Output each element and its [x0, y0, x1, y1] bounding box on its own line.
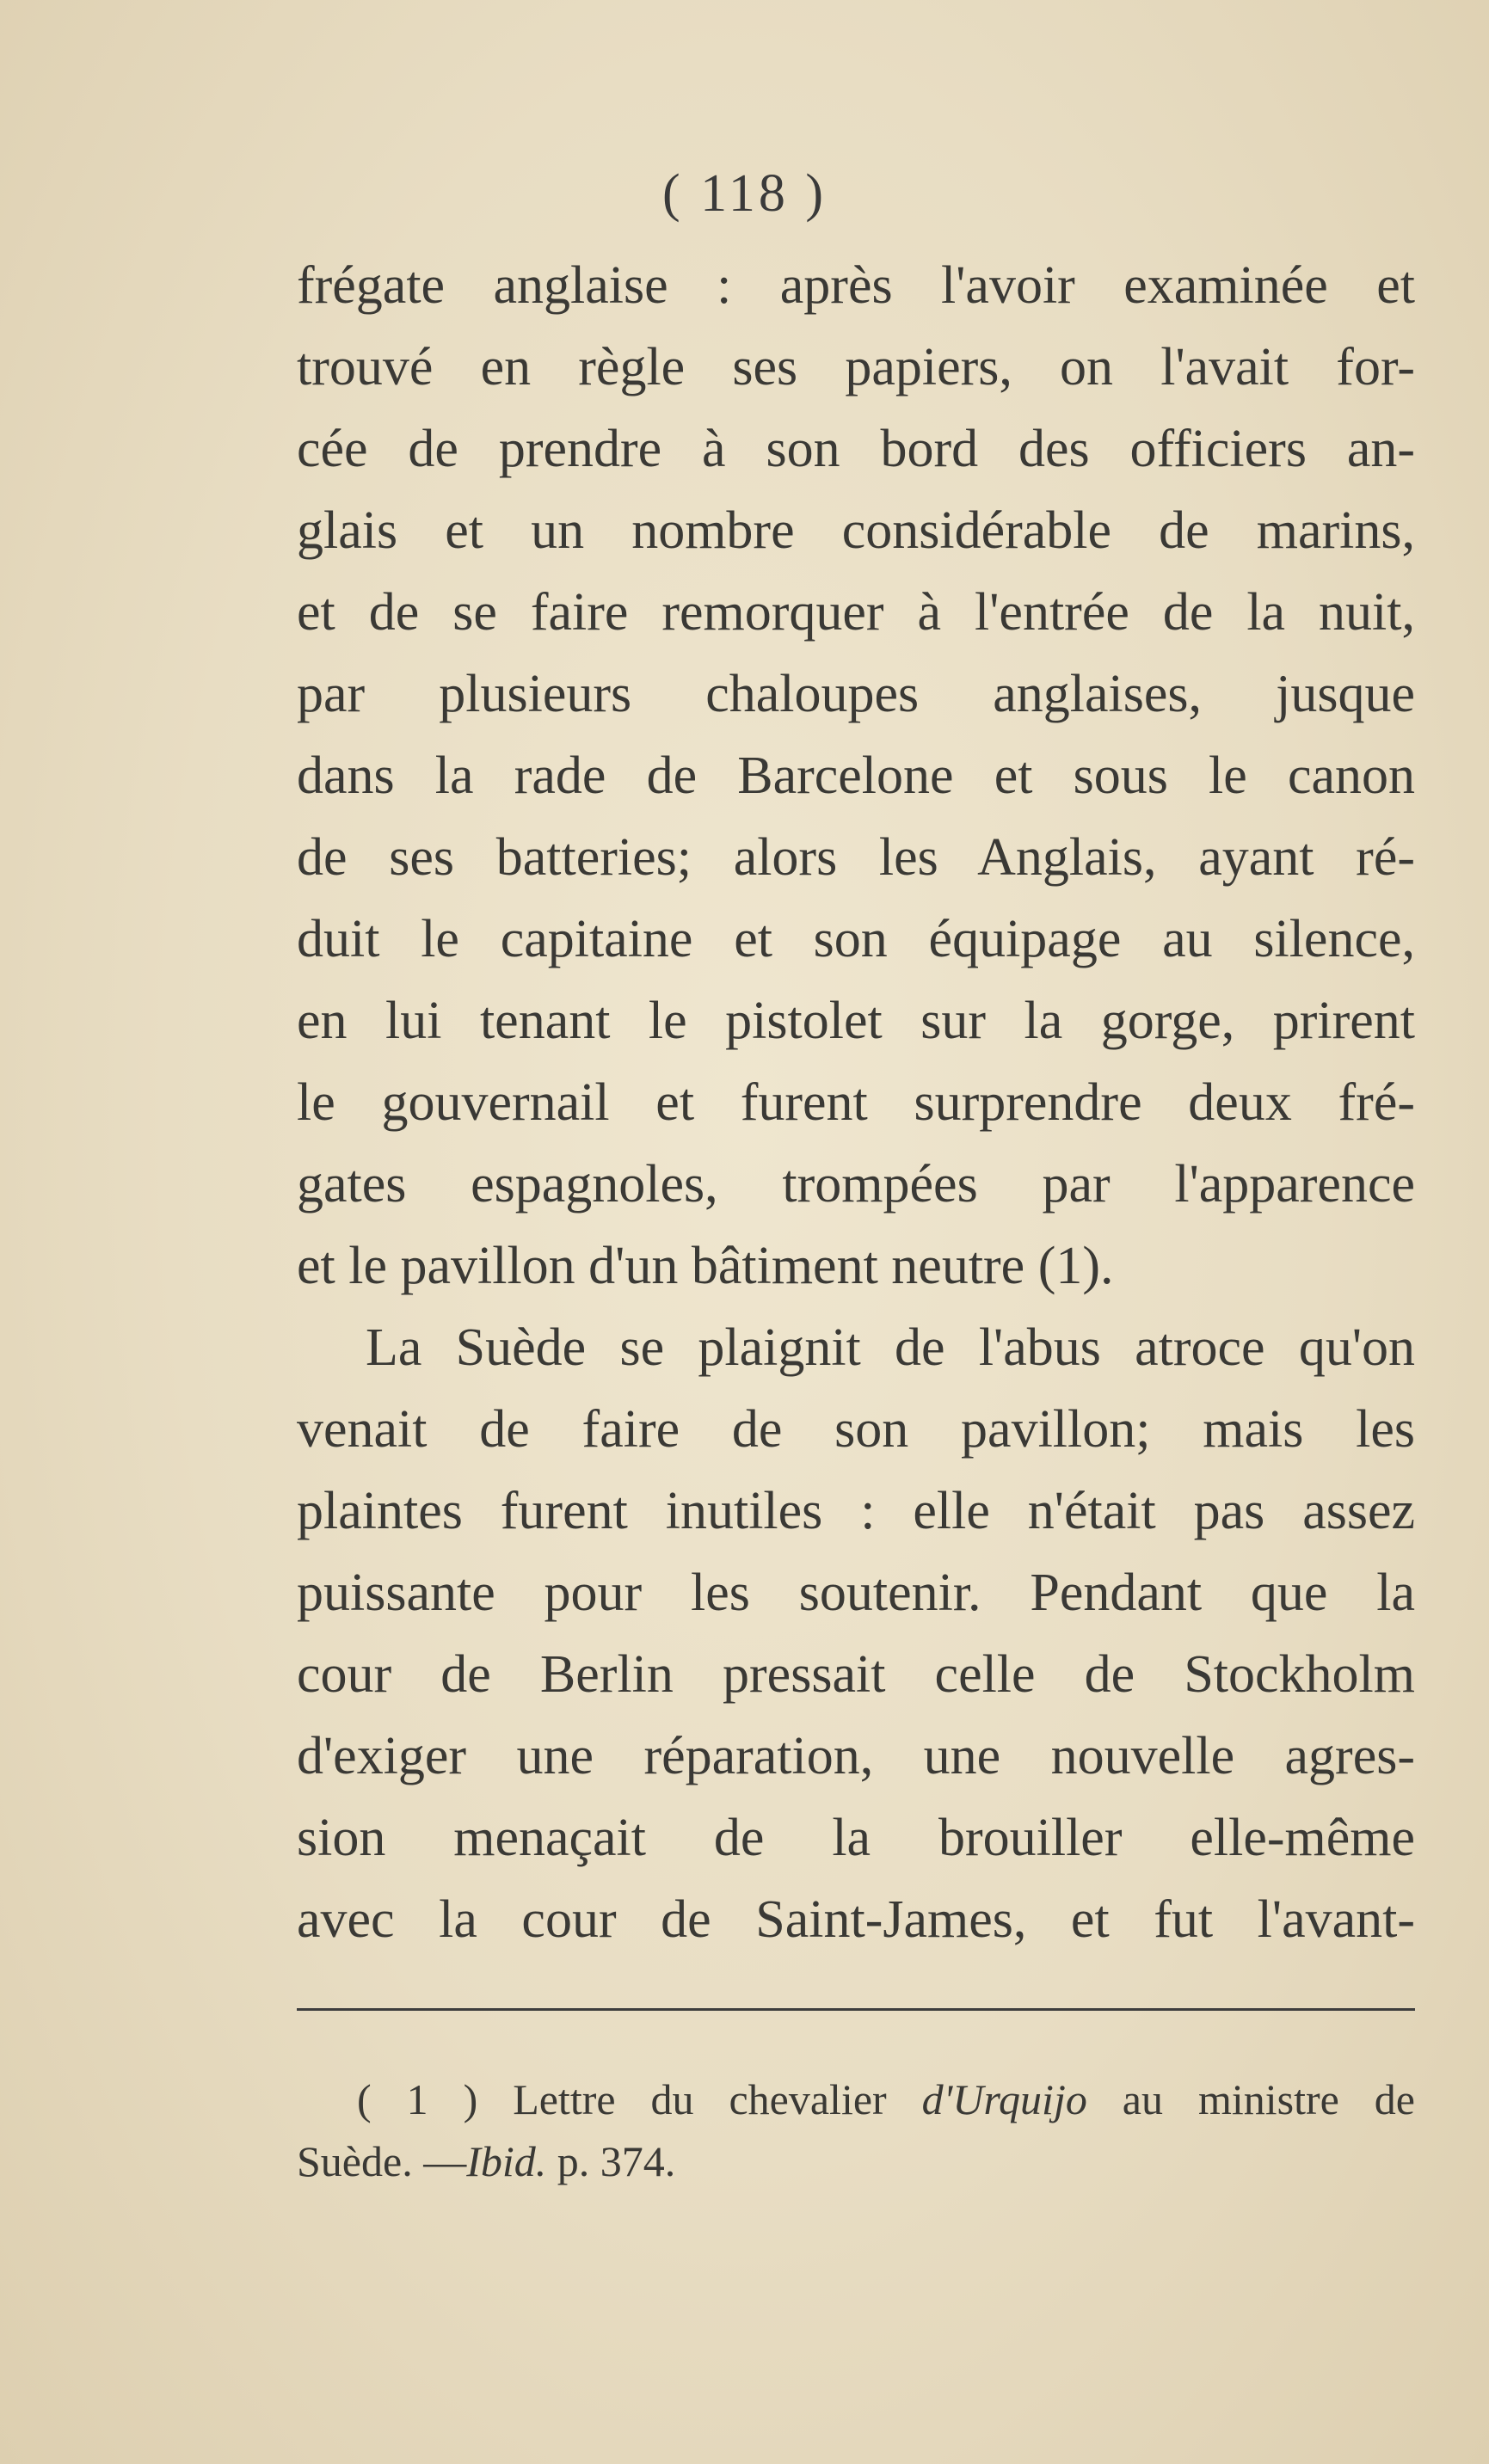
text-line: dans la rade de Barcelone et sous le canon	[297, 747, 1415, 805]
text-line: trouvé en règle ses papiers, on l'avait for-	[297, 338, 1415, 396]
text-line: par plusieurs chaloupes anglaises, jusque	[297, 665, 1415, 723]
footnote-line	[297, 2130, 1415, 2192]
body-text	[297, 245, 1415, 1961]
page-number: ( 118 )	[662, 164, 827, 223]
text-line: puissante pour les soutenir. Pendant que la	[297, 1564, 1415, 1622]
footnote-text: ( 1 ) Lettre du chevalier	[357, 2075, 922, 2123]
text-line: d'exiger une réparation, une nouvelle agres-	[297, 1727, 1415, 1785]
footnote-divider	[297, 2008, 1415, 2011]
text-line: plaintes furent inutiles : elle n'était pas assez	[297, 1482, 1415, 1540]
footnote-person-name: d'Urquijo	[921, 2075, 1087, 2123]
footnote-ibid: Ibid.	[466, 2137, 547, 2185]
text-line: de ses batteries; alors les Anglais, ayant ré-	[297, 828, 1415, 887]
text-line: en lui tenant le pistolet sur la gorge, prirent	[297, 992, 1415, 1050]
text-line: avec la cour de Saint-James, et fut l'avant-	[297, 1890, 1415, 1949]
footnote-text: au ministre de	[1086, 2075, 1415, 2123]
text-line: le gouvernail et furent surprendre deux fré-	[297, 1073, 1415, 1132]
footnote-text: p. 374.	[546, 2137, 676, 2185]
footnote-text: Suède. —	[297, 2137, 467, 2185]
paragraph-start-line: La Suède se plaignit de l'abus atroce qu'on	[366, 1318, 1415, 1377]
text-line: et de se faire remorquer à l'entrée de la nuit,	[297, 583, 1415, 642]
text-line: venait de faire de son pavillon; mais les	[297, 1400, 1415, 1459]
text-line: duit le capitaine et son équipage au silence,	[297, 910, 1415, 968]
text-line: frégate anglaise : après l'avoir examinée et	[297, 256, 1415, 315]
text-line: sion menaçait de la brouiller elle-même	[297, 1809, 1415, 1867]
text-line: et le pavillon d'un bâtiment neutre (1).	[297, 1237, 1114, 1295]
text-line: cée de prendre à son bord des officiers an-	[297, 420, 1415, 478]
footnote	[297, 2068, 1415, 2192]
footnote-line	[297, 2068, 1415, 2130]
text-line: cour de Berlin pressait celle de Stockholm	[297, 1645, 1415, 1704]
text-line: glais et un nombre considérable de marins,	[297, 501, 1415, 560]
text-line: gates espagnoles, trompées par l'apparence	[297, 1155, 1415, 1214]
